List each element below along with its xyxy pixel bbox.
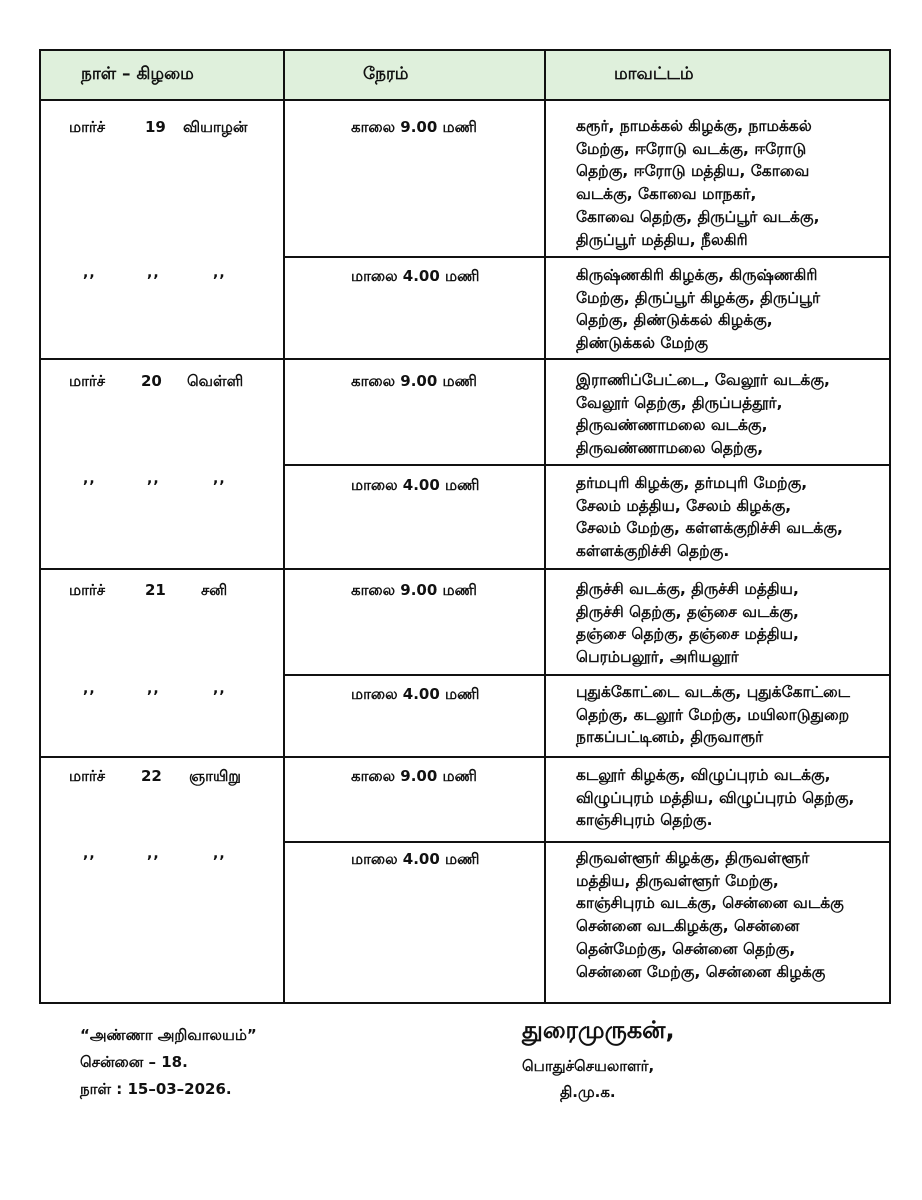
district-line: பெரம்பலூர், அரியலூர் — [576, 648, 739, 667]
row-divider — [41, 756, 889, 758]
ditto-mark: ,, — [147, 846, 160, 862]
table-header — [41, 51, 889, 101]
ditto-mark: ,, — [147, 681, 160, 697]
district-line: கரூர், நாமக்கல் கிழக்கு, நாமக்கல் — [576, 117, 812, 135]
district-list — [576, 264, 820, 355]
district-line: நாகப்பட்டினம், திருவாரூர் — [576, 728, 764, 747]
district-line: தெற்கு, கடலூர் மேற்கு, மயிலாடுதுறை — [576, 705, 850, 724]
district-line: திருவள்ளூர் கிழக்கு, திருவள்ளூர் — [576, 849, 810, 867]
district-line: தெற்கு, திண்டுக்கல் கிழக்கு, — [576, 311, 773, 330]
district-line: மேற்கு, ஈரோடு வடக்கு, ஈரோடு — [576, 139, 807, 158]
district-line: தஞ்சை தெற்கு, தஞ்சை மத்திய, — [576, 625, 799, 644]
time-morning: காலை 9.00 மணி — [351, 581, 477, 599]
district-list — [576, 764, 854, 832]
row-month: மார்ச் — [69, 372, 106, 390]
district-line: மத்திய, திருவள்ளூர் மேற்கு, — [576, 871, 779, 890]
district-line: கோவை தெற்கு, திருப்பூர் வடக்கு, — [576, 207, 820, 226]
header-time: நேரம் — [363, 64, 409, 84]
ditto-mark: ,, — [213, 846, 226, 862]
row-month: மார்ச் — [69, 118, 106, 136]
district-line: காஞ்சிபுரம் வடக்கு, சென்னை வடக்கு — [576, 894, 844, 913]
district-line: திண்டுக்கல் மேற்கு — [576, 334, 709, 353]
time-evening: மாலை 4.00 மணி — [351, 476, 480, 494]
row-month: மார்ச் — [69, 581, 106, 599]
district-list — [576, 681, 850, 749]
district-list — [576, 472, 843, 563]
district-line: கள்ளக்குறிச்சி தெற்கு. — [576, 542, 730, 561]
footer-city: சென்னை – 18. — [80, 1053, 188, 1071]
district-line: இராணிப்பேட்டை, வேலூர் வடக்கு, — [576, 371, 830, 389]
district-line: சென்னை வடகிழக்கு, சென்னை — [576, 917, 800, 936]
district-line: திருப்பூர் மத்திய, நீலகிரி — [576, 230, 748, 249]
district-line: திருச்சி தெற்கு, தஞ்சை வடக்கு, — [576, 602, 799, 621]
time-evening: மாலை 4.00 மணி — [351, 685, 480, 703]
header-day: நாள் – கிழமை — [81, 64, 194, 84]
subrow-divider — [284, 674, 889, 676]
column-divider — [544, 51, 546, 1002]
column-divider — [283, 51, 285, 1002]
ditto-mark: ,, — [213, 265, 226, 281]
district-line: திருவண்ணாமலை வடக்கு, — [576, 416, 768, 435]
district-line: வேலூர் தெற்கு, திருப்பத்தூர், — [576, 393, 783, 412]
row-weekday: ஞாயிறு — [189, 767, 241, 785]
subrow-divider — [284, 841, 889, 843]
district-line: தெற்கு, ஈரோடு மத்திய, கோவை — [576, 162, 810, 181]
time-morning: காலை 9.00 மணி — [351, 767, 477, 785]
ditto-mark: ,, — [83, 681, 96, 697]
time-evening: மாலை 4.00 மணி — [351, 267, 480, 285]
signatory-title: பொதுச்செயலாளர், — [522, 1057, 655, 1075]
row-date: 22 — [141, 767, 162, 785]
district-list — [576, 578, 799, 669]
footer-address — [80, 1022, 257, 1103]
ditto-mark: ,, — [147, 471, 160, 487]
row-date: 19 — [145, 118, 166, 136]
district-list — [576, 847, 844, 983]
ditto-mark: ,, — [83, 846, 96, 862]
district-line: சேலம் மத்திய, சேலம் கிழக்கு, — [576, 496, 792, 515]
ditto-mark: ,, — [83, 471, 96, 487]
district-line: புதுக்கோட்டை வடக்கு, புதுக்கோட்டை — [576, 683, 850, 701]
district-line: காஞ்சிபுரம் தெற்கு. — [576, 811, 713, 830]
district-line: சேலம் மேற்கு, கள்ளக்குறிச்சி வடக்கு, — [576, 519, 843, 538]
footer-place: “அண்ணா அறிவாலயம்” — [80, 1026, 257, 1044]
district-line: திருச்சி வடக்கு, திருச்சி மத்திய, — [576, 580, 799, 598]
district-list — [576, 115, 819, 251]
district-line: வடக்கு, கோவை மாநகர், — [576, 185, 757, 204]
row-weekday: வியாழன் — [183, 118, 248, 136]
subrow-divider — [284, 464, 889, 466]
party-name: தி.மு.க. — [560, 1083, 616, 1101]
district-line: தென்மேற்கு, சென்னை தெற்கு, — [576, 939, 796, 958]
time-morning: காலை 9.00 மணி — [351, 118, 477, 136]
district-line: மேற்கு, திருப்பூர் கிழக்கு, திருப்பூர் — [576, 288, 821, 307]
district-line: கிருஷ்ணகிரி கிழக்கு, கிருஷ்ணகிரி — [576, 266, 818, 284]
row-month: மார்ச் — [69, 767, 106, 785]
ditto-mark: ,, — [213, 471, 226, 487]
row-date: 21 — [145, 581, 166, 599]
time-evening: மாலை 4.00 மணி — [351, 850, 480, 868]
district-list — [576, 369, 830, 460]
district-line: சென்னை மேற்கு, சென்னை கிழக்கு — [576, 962, 826, 981]
district-line: திருவண்ணாமலை தெற்கு, — [576, 439, 764, 458]
row-weekday: வெள்ளி — [187, 372, 244, 390]
ditto-mark: ,, — [213, 681, 226, 697]
header-district: மாவட்டம் — [614, 64, 694, 84]
district-line: விழுப்புரம் மத்திய, விழுப்புரம் தெற்கு, — [576, 788, 855, 807]
schedule-table — [39, 49, 891, 1004]
row-divider — [41, 568, 889, 570]
row-divider — [41, 358, 889, 360]
subrow-divider — [284, 256, 889, 258]
row-weekday: சனி — [201, 581, 228, 599]
signatory-name: துரைமுருகன், — [522, 1016, 675, 1044]
district-line: கடலூர் கிழக்கு, விழுப்புரம் வடக்கு, — [576, 766, 831, 784]
row-date: 20 — [141, 372, 162, 390]
footer-date: நாள் : 15–03–2026. — [80, 1080, 232, 1098]
district-line: தர்மபுரி கிழக்கு, தர்மபுரி மேற்கு, — [576, 474, 808, 492]
ditto-mark: ,, — [147, 265, 160, 281]
time-morning: காலை 9.00 மணி — [351, 372, 477, 390]
ditto-mark: ,, — [83, 265, 96, 281]
